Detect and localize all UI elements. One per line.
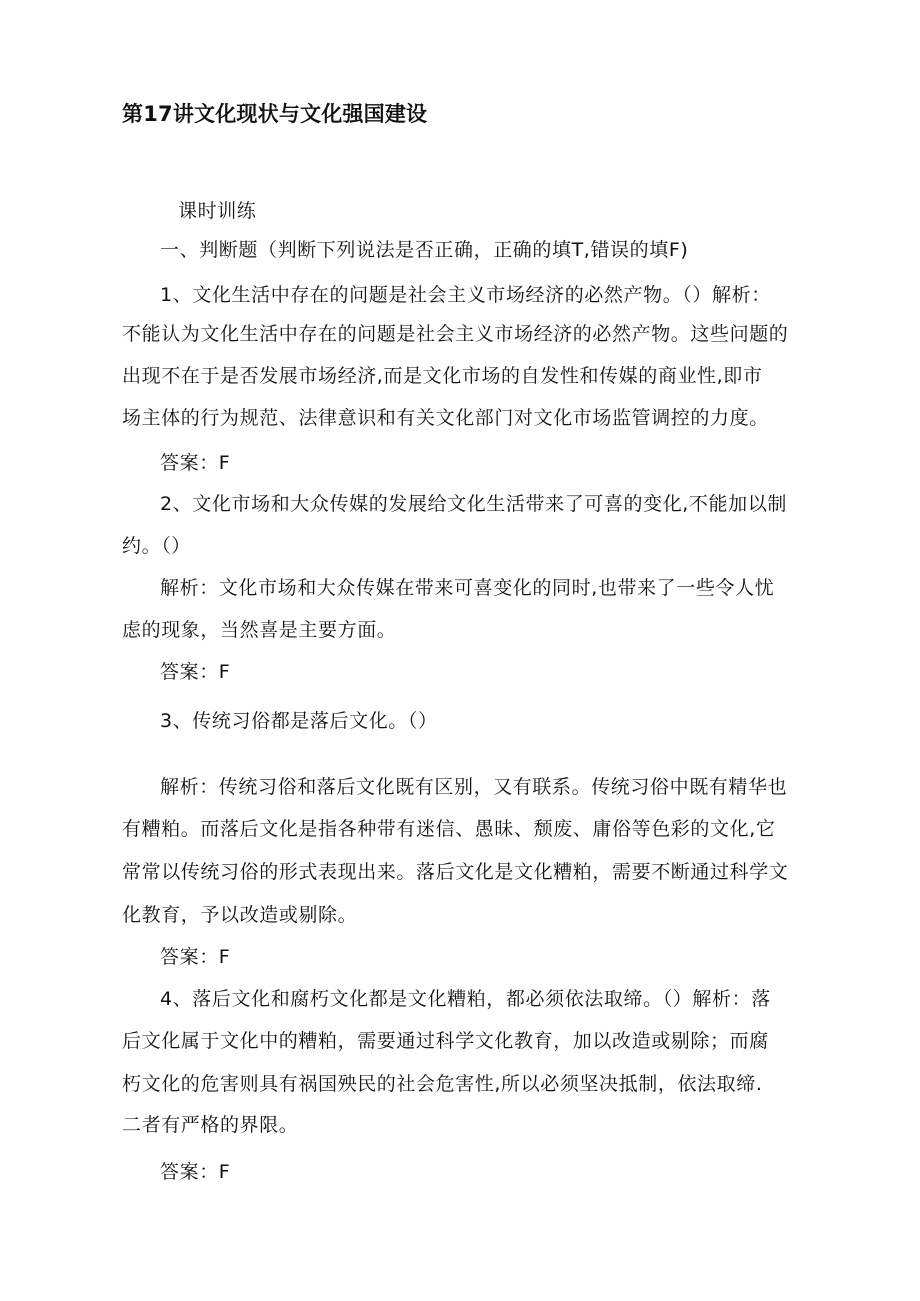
question-3-line-2: 解析：传统习俗和落后文化既有区别，又有联系。传统习俗中既有精华也 — [160, 776, 788, 798]
question-4-line-4: 二者有严格的界限。 — [122, 1114, 299, 1136]
question-2-answer: 答案：F — [160, 661, 231, 683]
question-3-line-1: 3、传统习俗都是落后文化。（） — [160, 710, 438, 732]
question-4-answer: 答案：F — [160, 1161, 231, 1183]
question-3-line-4: 常常以传统习俗的形式表现出来。落后文化是文化糟粕，需要不断通过科学文 — [122, 861, 789, 883]
question-1-line-1: 1、文化生活中存在的问题是社会主义市场经济的必然产物。（）解析： — [160, 284, 771, 306]
question-1-line-2: 不能认为文化生活中存在的问题是社会主义市场经济的必然产物。这些问题的 — [122, 323, 789, 345]
section-heading: 课时训练 — [178, 200, 257, 222]
question-1-answer: 答案：F — [160, 452, 231, 474]
subsection-heading: 一、判断题（判断下列说法是否正确，正确的填T,错误的填F) — [160, 239, 689, 261]
question-3-line-5: 化教育，予以改造或剔除。 — [122, 904, 358, 926]
question-2-line-2: 约。（） — [122, 535, 191, 557]
question-3-answer: 答案：F — [160, 946, 231, 968]
question-4-line-2: 后文化属于文化中的糟粕，需要通过科学文化教育，加以改造或剔除；而腐 — [122, 1030, 769, 1052]
question-2-line-4: 虑的现象，当然喜是主要方面。 — [122, 619, 397, 641]
question-4-line-3: 朽文化的危害则具有祸国殃民的社会危害性,所以必须坚决抵制，依法取缔. — [122, 1073, 763, 1095]
question-2-line-3: 解析：文化市场和大众传媒在带来可喜变化的同时,也带来了一些令人忧 — [160, 577, 775, 599]
question-1-line-3: 出现不在于是否发展市场经济,而是文化市场的自发性和传媒的商业性,即市 — [122, 365, 763, 387]
question-1-line-4: 场主体的行为规范、法律意识和有关文化部门对文化市场监管调控的力度。 — [122, 407, 769, 429]
question-4-line-1: 4、落后文化和腐朽文化都是文化糟粕，都必须依法取缔。（）解析：落 — [160, 988, 771, 1010]
question-3-line-3: 有糟粕。而落后文化是指各种带有迷信、愚昧、颓废、庸俗等色彩的文化,它 — [122, 818, 776, 840]
question-2-line-1: 2、文化市场和大众传媒的发展给文化生活带来了可喜的变化,不能加以制 — [160, 493, 787, 515]
page-title: 第17讲文化现状与文化强国建设 — [122, 102, 428, 126]
